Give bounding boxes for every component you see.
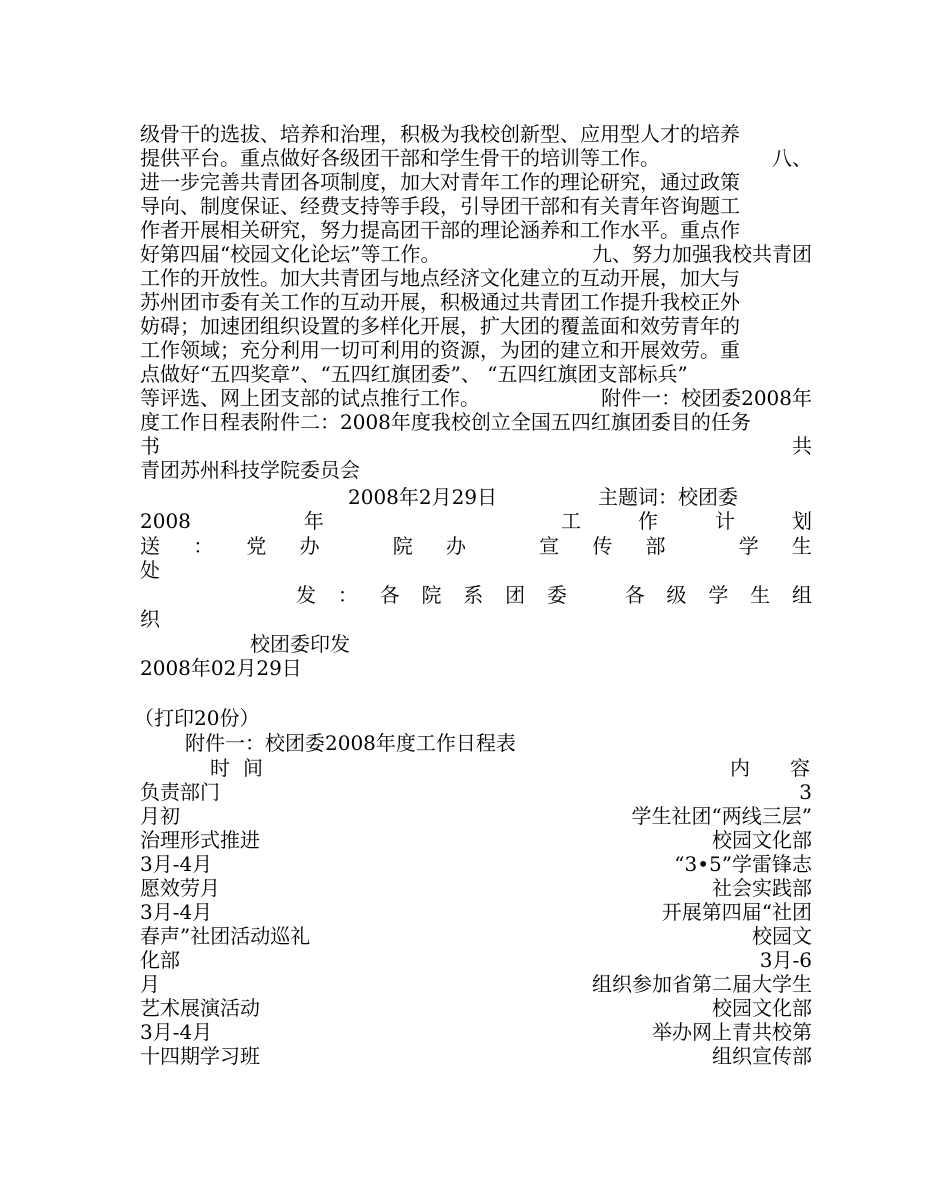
table-row-right: 社会实践部 <box>712 876 812 900</box>
table-row-left: 3月-4月 <box>140 900 213 924</box>
table-row-left: 3月-4月 <box>140 852 213 876</box>
table-row-right: 举办网上青共校第 <box>652 1020 812 1044</box>
distribution-line-continuation: 织 <box>140 607 160 631</box>
char: 发 <box>296 583 316 607</box>
char: 作 <box>637 509 658 533</box>
table-row-right: 3月-6 <box>759 948 812 972</box>
text-fragment: 共 <box>792 434 812 458</box>
char: 计 <box>714 509 735 533</box>
text-line: 进一步完善共青团各项制度，加大对青年工作的理论研究，通过政策 <box>140 170 740 194</box>
table-row-right: “3•5”学雷锋志 <box>674 852 812 876</box>
cc-line-continuation: 处 <box>140 558 160 582</box>
row-start-number: 3 <box>799 780 812 804</box>
text-line: 苏州团市委有关工作的互动开展，积极通过共青团工作提升我校正外 <box>140 290 740 314</box>
char: 各 <box>379 583 400 607</box>
table-row-left: 十四期学习班 <box>140 1044 260 1068</box>
subject-line <box>140 509 812 533</box>
char: ： <box>337 583 358 607</box>
char: 团 <box>505 583 526 607</box>
print-note: （打印20份） <box>134 706 260 730</box>
table-row-left: 3月-4月 <box>140 1020 213 1044</box>
char: 组 <box>791 583 812 607</box>
char: 院 <box>392 534 413 558</box>
table-row-left: 化部 <box>140 948 180 972</box>
table-row-right: 学生社团“两线三层” <box>631 804 812 828</box>
char: 年 <box>303 509 324 533</box>
char: 系 <box>463 583 484 607</box>
header-content-2: 容 <box>790 756 810 780</box>
attachment-reference: 附件一：校团委2008年 <box>601 386 812 410</box>
header-dept: 负责部门 <box>140 780 220 804</box>
char: 各 <box>624 583 645 607</box>
text-line: 点做好“五四奖章”、“五四红旗团委”、 “五四红旗团支部标兵” <box>140 362 688 386</box>
char: 宣 <box>539 534 560 558</box>
text-line: 妨碍；加速团组织设置的多样化开展，扩大团的覆盖面和效劳青年的 <box>140 314 740 338</box>
text-line: 工作的开放性。加大共青团与地点经济文化建立的互动开展，加大与 <box>140 266 740 290</box>
text-line: 好第四届“校园文化论坛”等工作。 <box>140 242 441 266</box>
distribution-line <box>296 583 812 607</box>
char: 部 <box>645 534 666 558</box>
header-time: 时 <box>210 756 230 780</box>
table-row-left: 春声”社团活动巡礼 <box>140 924 311 948</box>
char: 生 <box>791 534 812 558</box>
text-line: 导向、制度保证、经费支持等手段，引导团干部和有关青年咨询题工 <box>140 194 740 218</box>
char: 办 <box>299 534 320 558</box>
table-row-right: 校园文 <box>752 924 812 948</box>
table-row-left: 治理形式推进 <box>140 828 260 852</box>
char: 生 <box>750 583 771 607</box>
char: 学 <box>708 583 729 607</box>
text-line: 书 <box>140 434 160 458</box>
subject-keywords: 主题词：校团委 <box>598 485 738 509</box>
header-content: 内 <box>730 756 750 780</box>
table-row-left: 艺术展演活动 <box>140 996 260 1020</box>
document-date: 2008年2月29日 <box>348 485 498 509</box>
char: 委 <box>546 583 567 607</box>
attachment-title: 附件一：校团委2008年度工作日程表 <box>185 731 516 755</box>
header-time-2: 间 <box>243 756 263 780</box>
issue-date: 2008年02月29日 <box>140 656 302 680</box>
char: 办 <box>445 534 466 558</box>
issuer: 校团委印发 <box>250 632 350 656</box>
cc-line <box>140 534 812 558</box>
item-heading: 九、努力加强我校共青团 <box>592 242 812 266</box>
table-row-right: 开展第四届“社团 <box>661 900 812 924</box>
text-line: 级骨干的选拔、培养和治理，积极为我校创新型、应用型人才的培养 <box>140 122 740 146</box>
char: ： <box>193 534 214 558</box>
table-row-right: 校园文化部 <box>712 996 812 1020</box>
text-line: 工作领域；充分利用一切可利用的资源，为团的建立和开展效劳。重 <box>140 338 740 362</box>
char: 工 <box>560 509 581 533</box>
text-line: 提供平台。重点做好各级团干部和学生骨干的培训等工作。 <box>140 146 660 170</box>
text-line: 度工作日程表附件二：2008年度我校创立全国五四红旗团委目的任务 <box>140 410 751 434</box>
char: 级 <box>666 583 687 607</box>
char: 划 <box>791 509 812 533</box>
char: 2008 <box>140 509 191 533</box>
table-row-left: 月初 <box>140 804 180 828</box>
table-row-left: 月 <box>140 972 160 996</box>
char: 学 <box>738 534 759 558</box>
table-row-right: 组织宣传部 <box>712 1044 812 1068</box>
text-line: 等评选、网上团支部的试点推行工作。 <box>140 386 480 410</box>
char: 党 <box>246 534 267 558</box>
char: 送 <box>140 534 160 558</box>
char: 院 <box>421 583 442 607</box>
organization-name: 青团苏州科技学院委员会 <box>140 458 360 482</box>
table-row-left: 愿效劳月 <box>140 876 220 900</box>
table-row-right: 组织参加省第二届大学生 <box>592 972 812 996</box>
char: 传 <box>592 534 613 558</box>
item-number: 八、 <box>772 146 812 170</box>
text-line: 作者开展相关研究，努力提高团干部的理论涵养和工作水平。重点作 <box>140 218 740 242</box>
table-row-right: 校园文化部 <box>712 828 812 852</box>
